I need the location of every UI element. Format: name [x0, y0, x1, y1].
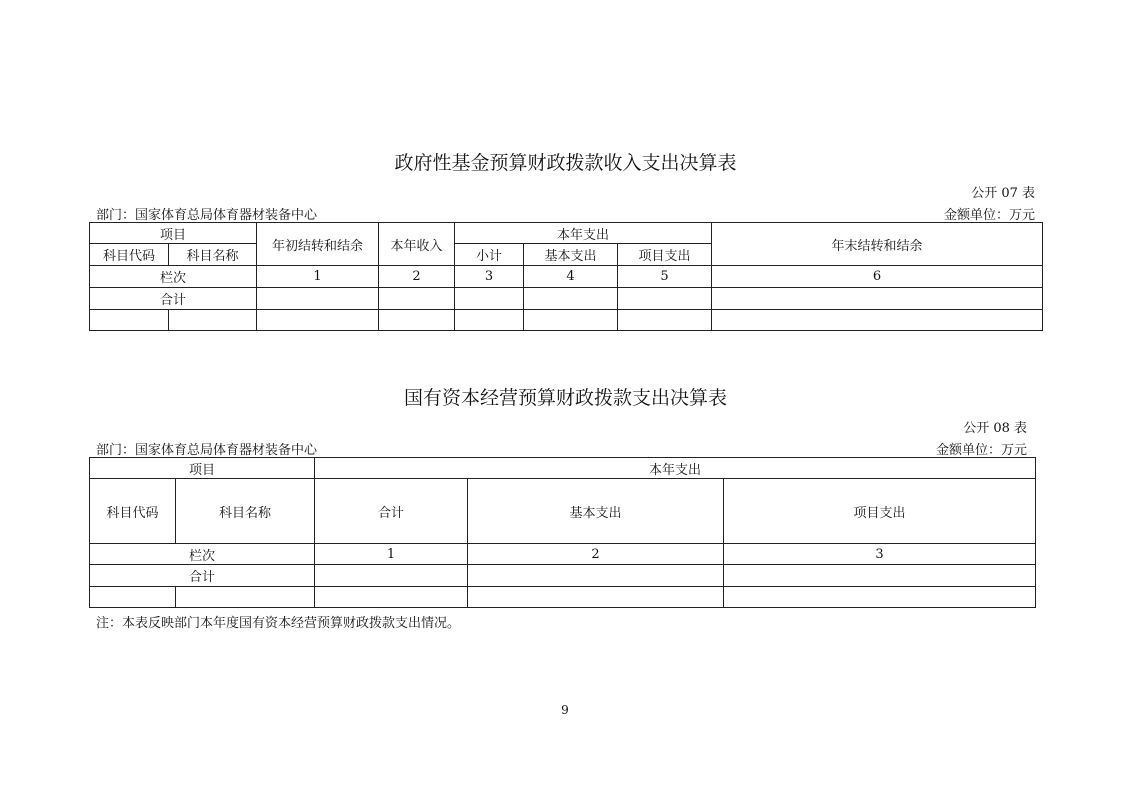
col-number: 3: [724, 544, 1036, 565]
header-basic: 基本支出: [468, 479, 724, 544]
table1-form-number: 公开 07 表: [971, 186, 1035, 201]
empty-cell: [169, 310, 257, 331]
table2: [89, 457, 1036, 608]
col-number: 5: [618, 266, 712, 288]
empty-cell: [724, 587, 1036, 608]
header-code: 科目代码: [90, 479, 176, 544]
table-row: [90, 266, 1043, 288]
empty-cell: [524, 310, 618, 331]
header-begin-balance: 年初结转和结余: [257, 223, 379, 266]
empty-cell: [257, 310, 379, 331]
total-label: 合计: [90, 288, 257, 310]
table2-department: 部门：国家体育总局体育器材装备中心: [96, 443, 318, 458]
header-item: 项目: [90, 458, 315, 479]
header-end-balance: 年末结转和结余: [712, 223, 1043, 266]
table2-title: 国有资本经营预算财政拨款支出决算表: [403, 387, 727, 409]
empty-cell: [90, 587, 176, 608]
col-number: 6: [712, 266, 1043, 288]
empty-cell: [712, 310, 1043, 331]
table2-note: 注：本表反映部门本年度国有资本经营预算财政拨款支出情况。: [96, 616, 461, 631]
header-project: 项目支出: [724, 479, 1036, 544]
page-number: 9: [561, 703, 569, 717]
empty-cell: [379, 288, 455, 310]
col-number: 1: [315, 544, 468, 565]
empty-cell: [618, 310, 712, 331]
header-expense: 本年支出: [455, 223, 712, 244]
header-code: 科目代码: [90, 244, 169, 266]
col-number: 4: [524, 266, 618, 288]
total-label: 合计: [90, 565, 315, 587]
col-number: 1: [257, 266, 379, 288]
table-row: [90, 565, 1036, 587]
header-basic: 基本支出: [524, 244, 618, 266]
empty-cell: [455, 310, 524, 331]
header-expense: 本年支出: [315, 458, 1036, 479]
empty-cell: [257, 288, 379, 310]
header-name: 科目名称: [169, 244, 257, 266]
empty-cell: [724, 565, 1036, 587]
empty-cell: [712, 288, 1043, 310]
header-project: 项目支出: [618, 244, 712, 266]
col-number: 2: [468, 544, 724, 565]
empty-cell: [468, 565, 724, 587]
empty-cell: [379, 310, 455, 331]
header-name: 科目名称: [176, 479, 315, 544]
row-label: 栏次: [90, 266, 257, 288]
header-subtotal: 小计: [455, 244, 524, 266]
header-item: 项目: [90, 223, 257, 244]
table1-amount-unit: 金额单位：万元: [943, 208, 1035, 223]
empty-cell: [618, 288, 712, 310]
empty-cell: [315, 565, 468, 587]
row-label: 栏次: [90, 544, 315, 565]
empty-cell: [524, 288, 618, 310]
header-total: 合计: [315, 479, 468, 544]
empty-cell: [468, 587, 724, 608]
header-income: 本年收入: [379, 223, 455, 266]
empty-cell: [455, 288, 524, 310]
table-row: [90, 544, 1036, 565]
empty-cell: [90, 310, 169, 331]
table1-department: 部门：国家体育总局体育器材装备中心: [96, 208, 318, 223]
table2-form-number: 公开 08 表: [963, 421, 1027, 436]
table1-title: 政府性基金预算财政拨款收入支出决算表: [394, 152, 737, 174]
empty-cell: [315, 587, 468, 608]
table1: [89, 222, 1043, 331]
col-number: 2: [379, 266, 455, 288]
empty-cell: [176, 587, 315, 608]
col-number: 3: [455, 266, 524, 288]
table-row: [90, 288, 1043, 310]
table2-amount-unit: 金额单位：万元: [935, 443, 1027, 458]
table-row: [90, 587, 1036, 608]
table-row: [90, 310, 1043, 331]
